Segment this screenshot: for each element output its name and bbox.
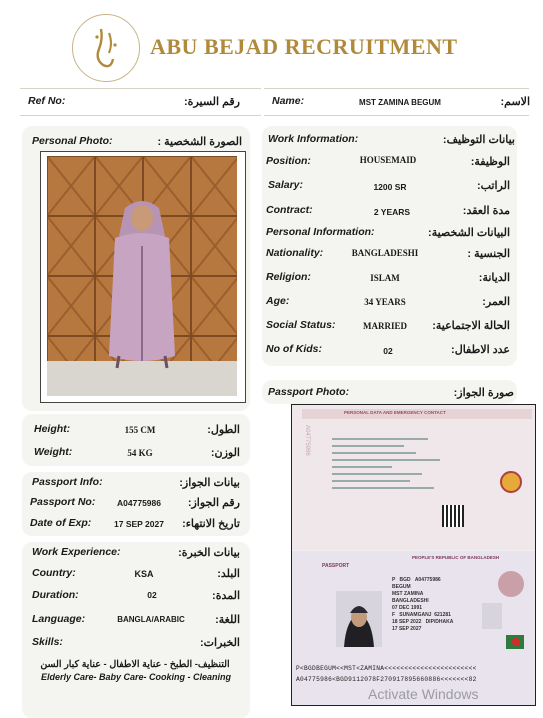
passport-emblem (500, 471, 522, 493)
passport-scan (291, 404, 536, 706)
passport-code: BGD (399, 577, 411, 583)
language-label: Language: (32, 613, 86, 625)
work-info-label-ar: بيانات التوظيف: (442, 134, 515, 146)
religion-value: ISLAM (370, 273, 400, 283)
religion-label-ar: الديانة: (478, 272, 510, 284)
passport-holder-photo (336, 591, 382, 647)
passport-no-label-ar: رقم الجواز: (187, 497, 240, 509)
skills-arabic: التنظيف- الطبخ - عناية الاطفال - عناية كبار السن (40, 659, 230, 670)
skills-english: Elderly Care- Baby Care- Cooking - Cleaning (40, 672, 232, 682)
duration-label: Duration: (32, 589, 79, 601)
passport-authority: DIP/DHAKA (425, 619, 454, 625)
weight-value: 54 KG (127, 448, 153, 458)
passport-info-label-ar: بيانات الجواز: (179, 477, 240, 489)
kids-label-ar: عدد الاطفال: (451, 344, 510, 356)
passport-dob: 07 DEC 1991 (392, 605, 423, 611)
passport-type: P (392, 577, 396, 583)
duration-label-ar: المدة: (212, 590, 240, 602)
passport-word: PASSPORT (322, 563, 350, 569)
passport-sex: F (392, 612, 396, 618)
passport-country: PEOPLE'S REPUBLIC OF BANGLADESH (412, 555, 500, 560)
height-value: 155 CM (124, 425, 156, 435)
kids-value: 02 (383, 346, 393, 356)
religion-label: Religion: (266, 271, 311, 283)
mrz-line-2: A04775986<BGD9112078F270917895660886<<<<<<<82 (296, 676, 477, 683)
ref-label-ar: رقم السيرة: (184, 96, 240, 108)
name-value: MST ZAMINA BEGUM (359, 98, 441, 107)
passport-given-names: MST ZAMINA (392, 591, 424, 597)
personal-photo-label: Personal Photo: (32, 135, 113, 147)
passport-number-vertical: A04775986 (304, 425, 310, 456)
nationality-label-ar: الجنسية : (467, 248, 510, 260)
salary-label-ar: الراتب: (476, 180, 510, 192)
company-name: ABU BEJAD RECRUITMENT (150, 34, 458, 59)
bangladesh-flag-icon (506, 635, 524, 649)
contract-value: 2 YEARS (373, 207, 411, 217)
calligraphy-logo-icon (73, 15, 139, 81)
salary-label: Salary: (268, 179, 304, 191)
passport-personal-no: 621281 (434, 612, 451, 618)
age-label-ar: العمر: (482, 296, 510, 308)
personal-photo-label-ar: الصورة الشخصية : (157, 136, 242, 148)
passport-holder-fields (392, 577, 453, 633)
height-label: Height: (34, 423, 71, 435)
duration-value: 02 (147, 590, 157, 600)
language-value: BANGLA/ARABIC (117, 615, 185, 624)
passport-info-label: Passport Info: (32, 476, 103, 488)
passport-nationality: BANGLADESHI (392, 598, 429, 604)
passport-expiry-date: 17 SEP 2027 (392, 626, 422, 632)
contract-label: Contract: (266, 204, 313, 216)
position-label-ar: الوظيفة: (470, 156, 510, 168)
expiry-value: 17 SEP 2027 (114, 519, 164, 529)
social-status-value: MARRIED (363, 321, 407, 331)
age-label: Age: (266, 295, 290, 307)
passport-round-stamp (498, 571, 524, 597)
contract-label-ar: مدة العقد: (462, 205, 510, 217)
salary-value: 1200 SR (373, 182, 407, 192)
personal-info-label-ar: البيانات الشخصية: (428, 227, 510, 239)
position-value: HOUSEMAID (359, 155, 417, 165)
passport-ghost-photo (482, 603, 502, 629)
name-label-ar: الاسم: (500, 96, 530, 108)
social-status-label: Social Status: (266, 319, 336, 331)
work-experience-label: Work Experience: (32, 546, 121, 558)
skills-label-ar: الخبرات: (200, 637, 240, 649)
passport-no-label: Passport No: (30, 496, 96, 508)
activate-windows-watermark: Activate Windows (368, 686, 479, 702)
passport-issue-date: 18 SEP 2022 (392, 619, 422, 625)
country-value: KSA (134, 569, 154, 579)
nationality-label: Nationality: (266, 247, 324, 259)
name-label: Name: (272, 95, 305, 107)
weight-label-ar: الوزن: (210, 447, 240, 459)
passport-contact-lines (332, 433, 452, 494)
skills-label: Skills: (32, 636, 63, 648)
personal-info-label: Personal Information: (266, 226, 375, 238)
passport-no-value: A04775986 (117, 498, 161, 508)
passport-section-title: PERSONAL DATA AND EMERGENCY CONTACT (344, 410, 446, 415)
passport-number: A04775986 (414, 577, 441, 583)
expiry-label-ar: تاريخ الانتهاء: (182, 518, 240, 530)
company-logo (72, 14, 140, 82)
country-label: Country: (32, 567, 76, 579)
position-label: Position: (266, 155, 311, 167)
passport-photo-label-ar: صورة الجواز: (453, 387, 514, 399)
passport-surname: BEGUM (392, 584, 411, 590)
passport-photo-label: Passport Photo: (268, 386, 350, 398)
nationality-value: BANGLADESHI (351, 248, 419, 258)
expiry-label: Date of Exp: (30, 517, 92, 529)
height-label-ar: الطول: (207, 424, 240, 436)
mrz-line-1: P<BGDBEGUM<<MST<ZAMINA<<<<<<<<<<<<<<<<<<<<<<< (296, 665, 477, 672)
weight-label: Weight: (34, 446, 73, 458)
ref-label: Ref No: (28, 95, 66, 107)
social-status-label-ar: الحالة الاجتماعية: (432, 320, 510, 332)
passport-birthplace: SUNAMGANJ (399, 612, 432, 618)
work-info-label: Work Information: (268, 133, 359, 145)
qr-code-icon (442, 505, 464, 527)
personal-photo (40, 151, 246, 403)
work-experience-label-ar: بيانات الخبرة: (178, 547, 240, 559)
language-label-ar: اللغة: (215, 614, 240, 626)
country-label-ar: البلد: (217, 568, 240, 580)
passport-mrz (296, 663, 532, 685)
age-value: 34 YEARS (364, 297, 406, 307)
kids-label: No of Kids: (266, 343, 322, 355)
